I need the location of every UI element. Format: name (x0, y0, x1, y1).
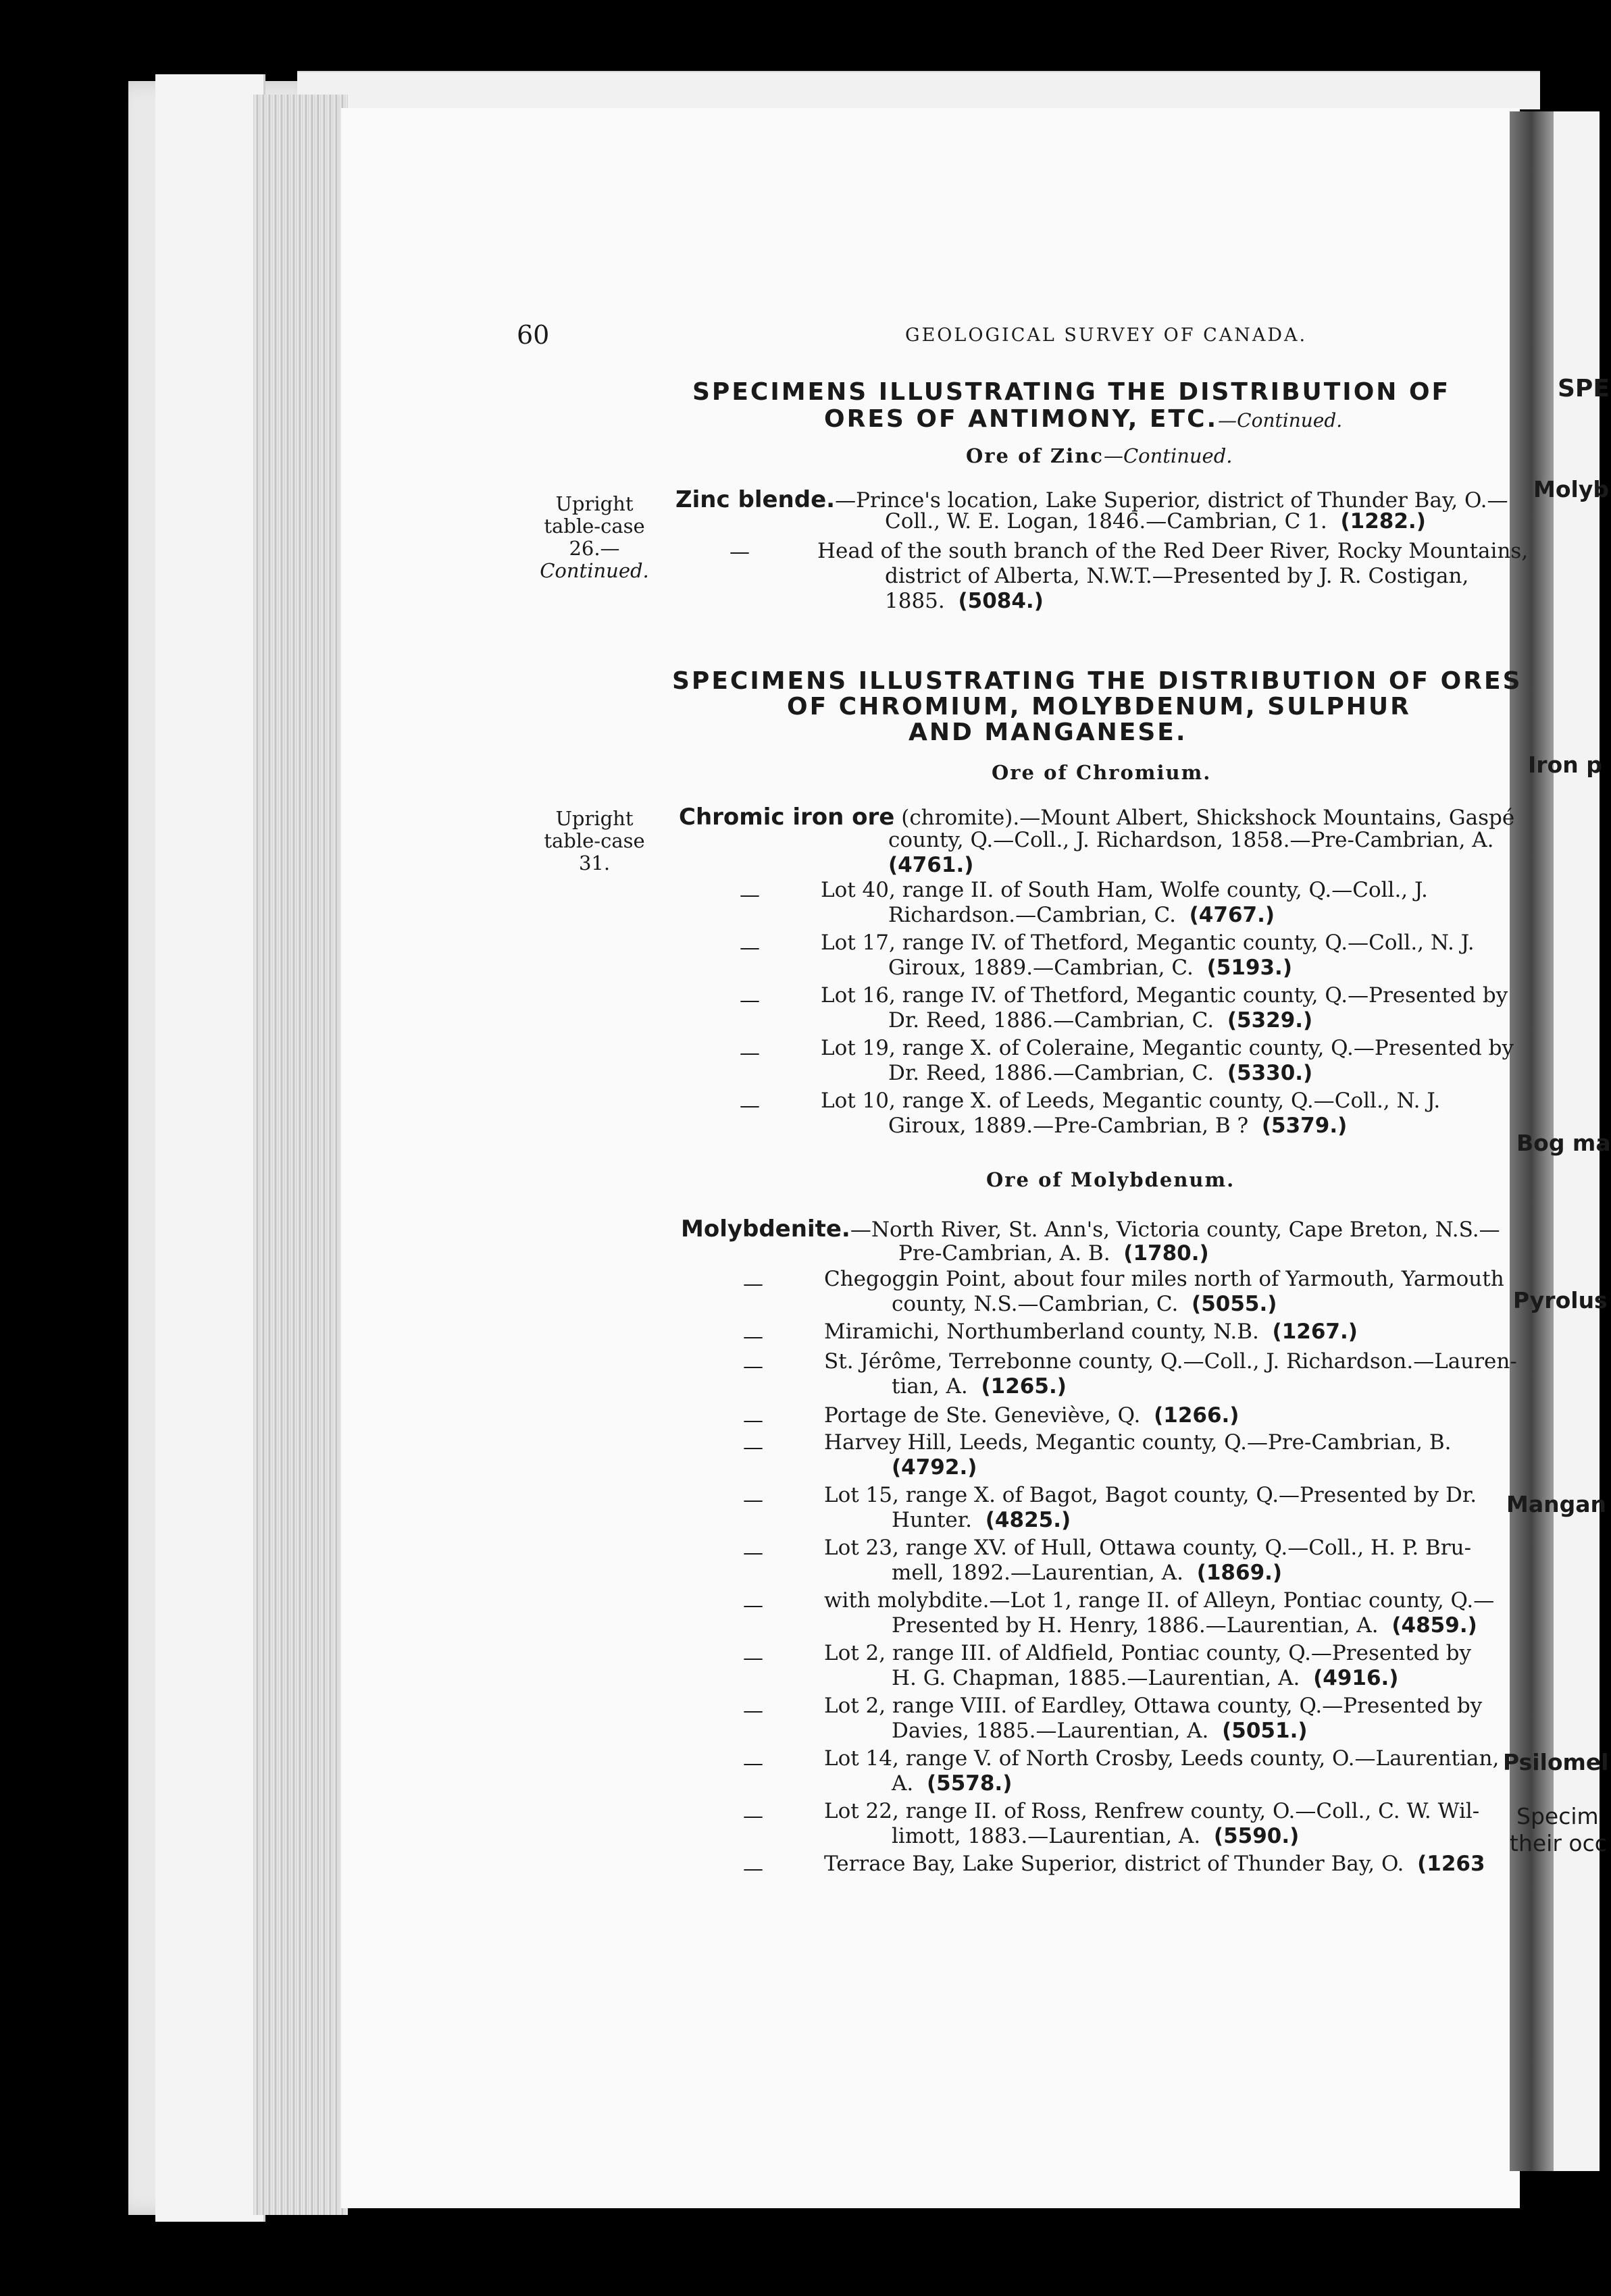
entry-line-last (821, 1008, 1508, 1033)
entry-line: Lot 17, range IV. of Thetford, Megantic county, Q.—Coll., N. J. (821, 931, 1475, 955)
entry-line: Lot 19, range X. of Coleraine, Megantic county, Q.—Presented by (821, 1036, 1514, 1060)
entry-line: Lot 2, range VIII. of Eardley, Ottawa county, Q.—Presented by (824, 1694, 1483, 1718)
entry-line-text: A. (892, 1771, 914, 1796)
ditto-dash: — (743, 1488, 763, 1512)
entry-line-last (817, 589, 1528, 614)
entry-line: Lot 2, range III. of Aldfield, Pontiac county, Q.—Presented by (824, 1641, 1472, 1665)
edge-text: Molyb (1533, 476, 1609, 502)
entry-line-text: Giroux, 1889.—Pre-Cambrian, B ? (888, 1114, 1249, 1138)
ditto-dash: — (743, 1857, 763, 1881)
entry-line: Lot 22, range II. of Ross, Renfrew county, O.—Coll., C. W. Wil- (824, 1799, 1480, 1823)
edge-text: their occ (1510, 1830, 1607, 1856)
edge-text: Mangan (1506, 1491, 1606, 1517)
edge-text: Pyrolus (1513, 1287, 1608, 1313)
entry-line-last (824, 1666, 1471, 1691)
entry-lead: Zinc blende. (675, 486, 836, 513)
entry-line: district of Alberta, N.W.T.—Presented by J. R. Costigan, (885, 564, 1469, 588)
entry-line-last (821, 956, 1475, 981)
entry-line-last (824, 1613, 1494, 1638)
specimen-number: (4859.) (1391, 1613, 1477, 1638)
ditto-dash: — (743, 1541, 763, 1565)
edge-text: Psilomel (1503, 1749, 1609, 1775)
ditto-dash: — (740, 989, 760, 1012)
entry-red-deer (817, 539, 1528, 614)
specimen-number: (1869.) (1196, 1561, 1283, 1585)
ditto-dash: — (743, 1804, 763, 1828)
next-page-fragments (1503, 0, 1611, 2296)
entry-line: Lot 16, range IV. of Thetford, Megantic county, Q.—Presented by (821, 983, 1508, 1008)
ditto-dash: — (730, 540, 750, 564)
specimen-number: (4761.) (888, 853, 974, 877)
sidenote-line: 31. (578, 852, 611, 875)
page-number: 60 (517, 320, 550, 350)
section1-subhead (966, 444, 1233, 467)
specimen-number: (5055.) (1192, 1292, 1277, 1316)
ditto-dash: — (740, 883, 760, 907)
entry-chromic-iron (679, 805, 1514, 831)
entry-line: Head of the south branch of the Red Deer River, Rocky Mountains, (817, 539, 1529, 563)
entry-line: —Prince's location, Lake Superior, district of Thunder Bay, O.— (835, 488, 1508, 513)
entry-line-last (821, 1114, 1440, 1139)
entry-line-text: county, N.S.—Cambrian, C. (892, 1292, 1179, 1316)
entry-line-last (824, 1455, 1451, 1480)
chromium-subhead: Ore of Chromium. (992, 761, 1212, 784)
ditto-dash: — (743, 1272, 763, 1296)
entry-line-last (824, 1292, 1504, 1317)
entry-line: —North River, St. Ann's, Victoria county, Cape Breton, N.S.— (850, 1218, 1500, 1242)
sidenote-case-31 (534, 808, 655, 875)
entry-line-text: Giroux, 1889.—Cambrian, C. (888, 956, 1194, 980)
entry-line-last (824, 1374, 1517, 1399)
section1-title-text: ORES OF ANTIMONY, ETC. (824, 405, 1219, 433)
ditto-dash: — (743, 1325, 763, 1349)
sidenote-line: Continued. (540, 559, 649, 582)
entry-line-text: tian, A. (892, 1374, 968, 1399)
entry-line: Miramichi, Northumberland county, N.B. (824, 1320, 1259, 1344)
entry-line: Pre-Cambrian, A. B. (898, 1241, 1110, 1266)
entry-line: Lot 40, range II. of South Ham, Wolfe county, Q.—Coll., J. (821, 878, 1428, 902)
entry-line: Portage de Ste. Geneviève, Q. (824, 1403, 1141, 1428)
sidenote-line: Upright (555, 807, 634, 830)
entry-line-text: mell, 1892.—Laurentian, A. (892, 1561, 1183, 1585)
zinc-subhead-label: Ore of Zinc (966, 444, 1104, 467)
specimen-number: (4767.) (1189, 903, 1275, 927)
specimen-number: (1267.) (1272, 1320, 1358, 1344)
specimen-number: (5193.) (1206, 956, 1292, 980)
entry-line: St. Jérôme, Terrebonne county, Q.—Coll., J. Richardson.—Lauren- (824, 1349, 1517, 1374)
entry-line: Lot 10, range X. of Leeds, Megantic county, Q.—Coll., N. J. (821, 1089, 1441, 1113)
edge-text: Bog ma (1516, 1130, 1611, 1156)
section1-title-continued: —Continued. (1218, 409, 1343, 432)
specimen-number: (4916.) (1313, 1666, 1399, 1690)
entry-line-last (821, 1061, 1514, 1086)
entry-line: Lot 23, range XV. of Hull, Ottawa county, Q.—Coll., H. P. Bru- (824, 1536, 1472, 1560)
molybdenum-subhead: Ore of Molybdenum. (986, 1168, 1235, 1191)
specimen-number: (5051.) (1222, 1719, 1308, 1743)
entry-line-last (824, 1561, 1471, 1586)
entry-molybdenite (681, 1217, 1500, 1243)
specimen-number: (1263 (1417, 1852, 1485, 1876)
entry-line-text: Richardson.—Cambrian, C. (888, 903, 1176, 927)
specimen-number: (5590.) (1213, 1824, 1300, 1848)
ditto-dash: — (743, 1409, 763, 1432)
entry-line-last (824, 1508, 1477, 1533)
ditto-dash: — (740, 936, 760, 960)
page-block-edges (253, 95, 348, 2215)
specimen-number: (1266.) (1154, 1403, 1239, 1428)
sidenote-line: Upright (555, 492, 634, 515)
entry-line: Chegoggin Point, about four miles north of Yarmouth, Yarmouth (824, 1267, 1504, 1291)
entry-zinc-blende-cont (885, 509, 1426, 534)
specimen-number: (5578.) (926, 1771, 1013, 1796)
specimen-number: (1780.) (1123, 1241, 1209, 1266)
specimen-number: (1265.) (981, 1374, 1067, 1399)
edge-text: Iron p (1528, 752, 1602, 778)
entry-line: Terrace Bay, Lake Superior, district of Thunder Bay, O. (824, 1852, 1404, 1876)
entry-lead: Chromic iron ore (679, 804, 895, 831)
specimen-number: (5330.) (1227, 1061, 1313, 1085)
entry-molybdenite-cont (898, 1241, 1209, 1266)
entry-line-last (824, 1719, 1482, 1744)
section2-title-line2: OF CHROMIUM, MOLYBDENUM, SULPHUR (787, 693, 1411, 721)
entry-line: Lot 14, range V. of North Crosby, Leeds county, O.—Laurentian, (824, 1746, 1500, 1771)
sidenote-line: table-case (544, 829, 645, 852)
entry-line-text: H. G. Chapman, 1885.—Laurentian, A. (892, 1666, 1300, 1690)
ditto-dash: — (743, 1436, 763, 1459)
specimen-number: (1282.) (1340, 509, 1426, 533)
ditto-dash: — (743, 1752, 763, 1775)
specimen-number: (4792.) (892, 1455, 977, 1480)
section2-title-line1: SPECIMENS ILLUSTRATING THE DISTRIBUTION OF ORES (672, 667, 1523, 695)
ditto-dash: — (743, 1355, 763, 1378)
entry-line: with molybdite.—Lot 1, range II. of Alleyn, Pontiac county, Q.— (824, 1588, 1495, 1613)
ditto-dash: — (743, 1594, 763, 1617)
entry-line-text: Presented by H. Henry, 1886.—Laurentian, A. (892, 1613, 1379, 1638)
entry-line-last (824, 1824, 1479, 1849)
edge-text: Specim (1516, 1803, 1599, 1829)
ditto-dash: — (743, 1699, 763, 1723)
ditto-dash: — (740, 1041, 760, 1065)
sidenote-line: table-case (544, 515, 645, 538)
section1-title-line1: SPECIMENS ILLUSTRATING THE DISTRIBUTION OF (692, 378, 1451, 406)
entry-line: Lot 15, range X. of Bagot, Bagot county, Q.—Presented by Dr. (824, 1483, 1477, 1507)
entry-line: Coll., W. E. Logan, 1846.—Cambrian, C 1. (885, 509, 1327, 533)
entry-line-text: limott, 1883.—Laurentian, A. (892, 1824, 1201, 1848)
edge-text: SPE (1558, 375, 1610, 402)
top-page-edge (297, 71, 1540, 109)
section2-title-line3: AND MANGANESE. (909, 719, 1187, 746)
entry-line: county, Q.—Coll., J. Richardson, 1858.—Pre-Cambrian, A. (888, 828, 1494, 852)
running-title: GEOLOGICAL SURVEY OF CANADA. (905, 325, 1308, 346)
entry-line: Harvey Hill, Leeds, Megantic county, Q.—Pre-Cambrian, B. (824, 1430, 1452, 1455)
ditto-dash: — (743, 1646, 763, 1670)
specimen-number: (5084.) (958, 589, 1044, 613)
entry-line-last (824, 1771, 1499, 1796)
sidenote-case-26 (534, 493, 655, 582)
zinc-subhead-continued: —Continued. (1103, 444, 1233, 467)
entry-line-text: Davies, 1885.—Laurentian, A. (892, 1719, 1209, 1743)
sidenote-line: 26.— (569, 537, 620, 560)
entry-line-text: Hunter. (892, 1508, 973, 1532)
left-page-edge (155, 74, 265, 2222)
specimen-number: (5379.) (1261, 1114, 1348, 1138)
entry-line-text: Dr. Reed, 1886.—Cambrian, C. (888, 1061, 1214, 1085)
entry-lead: Molybdenite. (681, 1216, 850, 1243)
ditto-dash: — (740, 1094, 760, 1118)
specimen-number: (5329.) (1227, 1008, 1313, 1033)
section1-title-line2 (824, 405, 1342, 433)
specimen-number: (4825.) (985, 1508, 1071, 1532)
entry-line: (chromite).—Mount Albert, Shickshock Mountains, Gaspé (894, 806, 1515, 830)
entry-line-text: Dr. Reed, 1886.—Cambrian, C. (888, 1008, 1214, 1033)
entry-line-last (821, 903, 1428, 928)
entry-line-text: 1885. (885, 589, 945, 613)
entry-chromic-iron-cont (888, 828, 1494, 878)
